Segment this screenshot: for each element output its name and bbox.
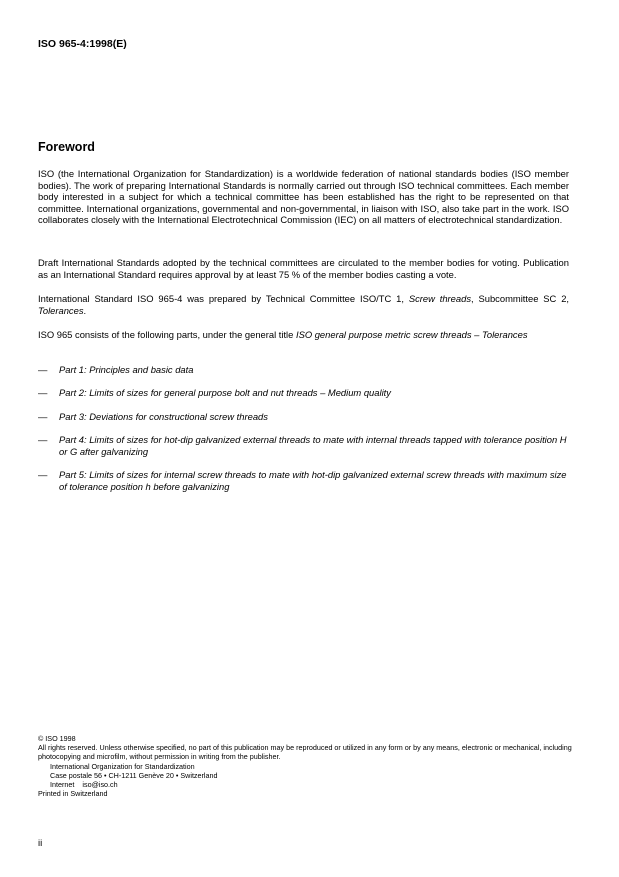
list-dash: — (38, 434, 48, 446)
list-item (38, 387, 569, 399)
general-title: ISO general purpose metric screw threads – Tolerances (295, 329, 528, 340)
internet-contact (38, 780, 578, 789)
list-item (38, 469, 569, 492)
part-4-title: Part 4: Limits of sizes for hot-dip galvanized external threads to mate with internal threads tapped with tolerance position H or G after galvanizing (59, 434, 567, 457)
para3-suffix: . (83, 304, 87, 316)
foreword-paragraph-3 (38, 293, 569, 316)
part-3-title: Part 3: Deviations for constructional screw threads (59, 410, 268, 422)
tc-title: Screw threads (408, 293, 472, 304)
foreword-paragraph-1: ISO (the International Organization for Standardization) is a worldwide federation of national standards bodies (ISO member bodies). The work of preparing International Standards is normally carried out through ISO technical committees. Each member body interested in a subject for which a technical committee has been established has the right to be represented on that committee. International organizations, governmental and non-governmental, in liaison with ISO, also take part in the work. ISO collaborates closely with the International Electrotechnical Commission (IEC) on all matters of electrotechnical standardization. (38, 168, 569, 226)
para4-prefix: ISO 965 consists of the following parts, under the general title (38, 329, 296, 340)
page-number: ii (38, 838, 43, 849)
para3-middle: , Subcommittee SC 2, (471, 293, 570, 304)
postal-address: Case postale 56 • CH-1211 Genève 20 • Switzerland (50, 770, 218, 780)
foreword-paragraph-4 (38, 329, 569, 341)
sc-title: Tolerances (38, 304, 84, 316)
part-5-title: Part 5: Limits of sizes for internal screw threads to mate with hot-dip galvanized external screw threads with maximum size of tolerance position h before galvanizing (59, 469, 567, 492)
list-dash: — (38, 469, 48, 481)
org-name: International Organization for Standardization (50, 761, 195, 771)
list-dash: — (38, 410, 48, 422)
foreword-paragraph-2: Draft International Standards adopted by the technical committees are circulated to the member bodies for voting. Publication as an International Standard requires approval by at least 75 % of the member bodies casting a vote. (38, 257, 569, 280)
printed-in: Printed in Switzerland (38, 789, 108, 799)
internet-label: Internet (50, 780, 75, 790)
list-item (38, 364, 569, 376)
list-item (38, 411, 569, 423)
list-dash: — (38, 364, 48, 375)
part-2-title: Part 2: Limits of sizes for general purpose bolt and nut threads – Medium quality (59, 387, 391, 399)
document-id-header: ISO 965-4:1998(E) (38, 38, 127, 50)
foreword-heading: Foreword (38, 140, 95, 154)
list-dash: — (38, 387, 48, 399)
part-1-title: Part 1: Principles and basic data (59, 364, 194, 375)
email-link[interactable]: iso@iso.ch (82, 780, 118, 790)
rights-statement: All rights reserved. Unless otherwise specified, no part of this publication may be reproduced or utilized in any form or by any means, electronic or mechanical, including photocopying and microfilm, without permission in writing from the publisher. (38, 743, 572, 762)
copyright-line: © ISO 1998 (38, 734, 76, 743)
copyright-block (38, 734, 578, 798)
list-item (38, 434, 569, 457)
parts-list (38, 364, 569, 504)
para3-prefix: International Standard ISO 965-4 was prepared by Technical Committee ISO/TC 1, (38, 293, 409, 304)
